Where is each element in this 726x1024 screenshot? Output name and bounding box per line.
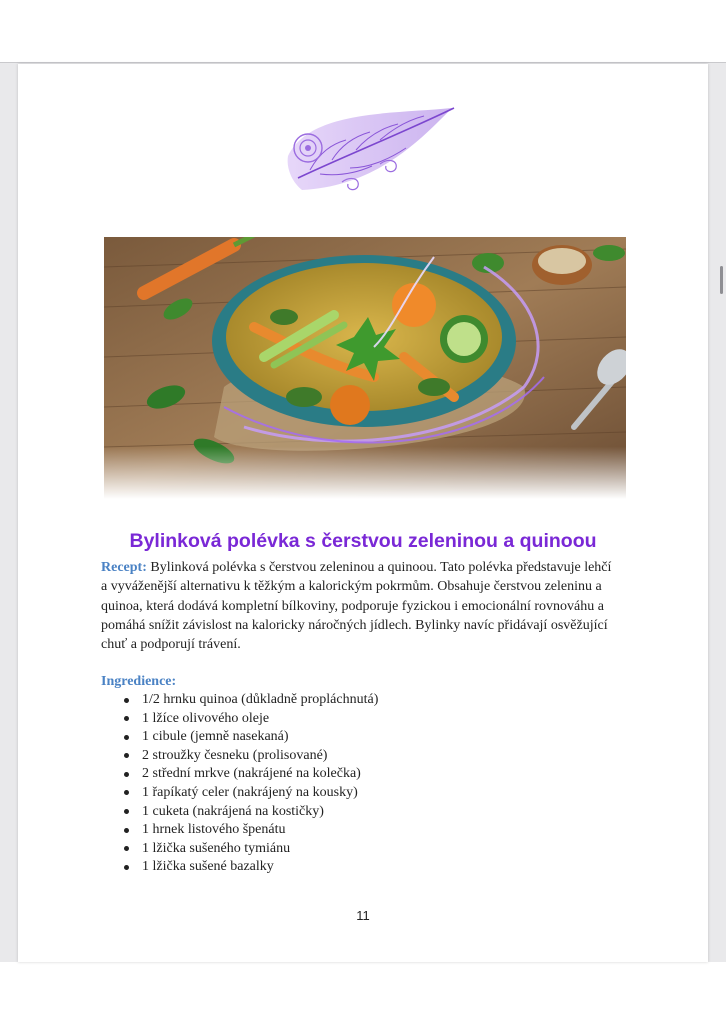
bullet-dot-icon xyxy=(124,716,129,721)
bullet-dot-icon xyxy=(124,865,129,870)
list-item xyxy=(122,728,378,747)
bullet-dot-icon xyxy=(124,846,129,851)
recipe-title: Bylinková polévka s čerstvou zeleninou a quinoou xyxy=(129,530,597,552)
ingredient-text: 1 lžíce olivového oleje xyxy=(142,710,270,726)
scrollbar-thumb[interactable] xyxy=(720,266,723,294)
ingredient-list xyxy=(122,691,378,877)
list-item xyxy=(122,747,378,766)
page-number: 11 xyxy=(356,908,370,923)
list-item xyxy=(122,858,378,877)
recipe-label: Recept: xyxy=(101,560,147,575)
list-item xyxy=(122,691,378,710)
bullet-dot-icon xyxy=(124,828,129,833)
list-item xyxy=(122,765,378,784)
bullet-dot-icon xyxy=(124,735,129,740)
bullet-dot-icon xyxy=(124,790,129,795)
bullet-dot-icon xyxy=(124,809,129,814)
viewer-top-bar xyxy=(0,0,726,62)
bullet-dot-icon xyxy=(124,772,129,777)
ingredient-text: 2 stroužky česneku (prolisované) xyxy=(142,747,328,763)
ingredient-text: 1 hrnek listového špenátu xyxy=(142,822,286,838)
ingredient-text: 2 střední mrkve (nakrájené na kolečka) xyxy=(142,766,361,782)
ingredient-text: 1 lžička sušené bazalky xyxy=(142,859,274,875)
ingredient-text: 1 cibule (jemně nasekaná) xyxy=(142,729,289,745)
recipe-intro xyxy=(101,558,621,654)
ingredients-heading: Ingredience: xyxy=(101,674,177,689)
list-item xyxy=(122,821,378,840)
ingredient-text: 1 cuketa (nakrájená na kostičky) xyxy=(142,803,324,819)
feather-ornament-icon xyxy=(280,104,460,198)
ingredient-text: 1/2 hrnku quinoa (důkladně propláchnutá) xyxy=(142,692,379,707)
bullet-dot-icon xyxy=(124,698,129,703)
bullet-dot-icon xyxy=(124,753,129,758)
list-item xyxy=(122,840,378,859)
viewer-bottom-bar xyxy=(0,962,726,1024)
ingredient-text: 1 řapíkatý celer (nakrájený na kousky) xyxy=(142,784,358,800)
soup-photo xyxy=(104,237,626,499)
list-item xyxy=(122,784,378,803)
list-item xyxy=(122,710,378,729)
list-item xyxy=(122,803,378,822)
document-page xyxy=(18,64,708,962)
ingredient-text: 1 lžička sušeného tymiánu xyxy=(142,840,291,856)
recipe-intro-text: Bylinková polévka s čerstvou zeleninou a quinoou. Tato polévka představuje lehčí a vyváženější alternativu k těžkým a kalorickým pokrmům. Obsahuje čerstvou zeleninu a quinoa, která dodává kompletní bílkoviny, podporuje fyzickou i emocionální rovnováhu a pomáhá snížit závislost na kaloricky náročných jídlech. Bylinky navíc přidávají osvěžující chuť a podporují trávení. xyxy=(101,560,612,653)
